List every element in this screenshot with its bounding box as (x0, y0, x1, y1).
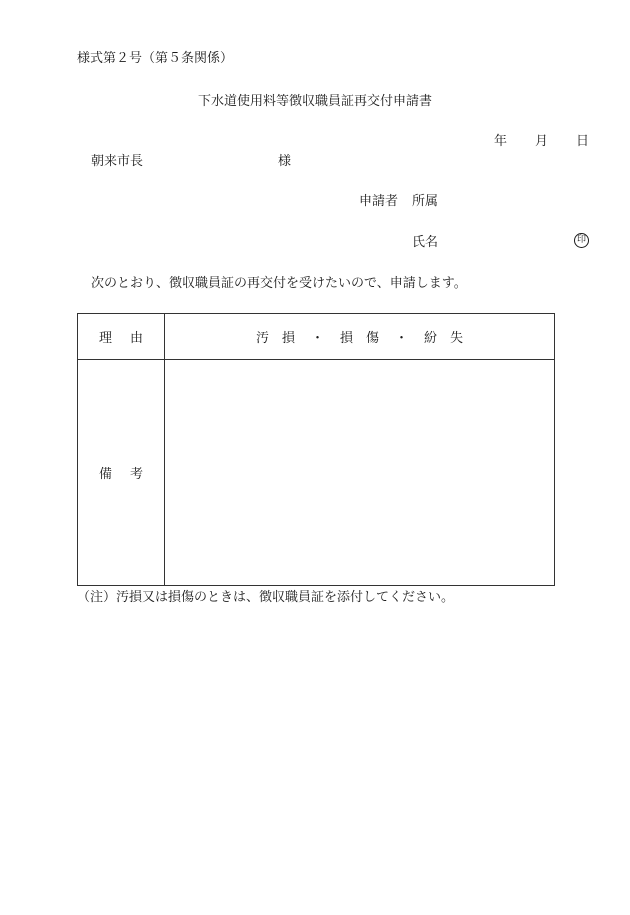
addressee-name: 朝来市長 (91, 154, 144, 169)
reason-option-soiled[interactable]: 汚 損 (255, 331, 295, 346)
reason-option-lost[interactable]: 紛 失 (424, 331, 464, 346)
reason-separator: ・ (310, 331, 324, 346)
reason-options[interactable] (165, 314, 554, 359)
affiliation-label: 所属 (412, 194, 439, 209)
footnote: （注）汚損又は損傷のときは、徴収職員証を添付してください。 (77, 590, 455, 605)
remarks-label: 備考 (98, 467, 161, 482)
date-year-label: 年 (494, 134, 508, 149)
document-title: 下水道使用料等徴収職員証再交付申請書 (197, 94, 432, 109)
reason-option-damaged[interactable]: 損 傷 (339, 331, 379, 346)
form-number: 様式第２号（第５条関係） (77, 51, 234, 66)
application-table (77, 313, 555, 586)
remarks-field[interactable] (165, 360, 554, 585)
seal-icon: 印 (574, 233, 589, 248)
date-day-label: 日 (576, 134, 590, 149)
name-label: 氏名 (412, 235, 439, 250)
reason-label: 理由 (98, 331, 161, 346)
addressee-honorific: 様 (278, 154, 292, 169)
date-month-label: 月 (535, 134, 549, 149)
applicant-label: 申請者 (359, 194, 399, 209)
reason-separator: ・ (395, 331, 409, 346)
application-statement: 次のとおり、徴収職員証の再交付を受けたいので、申請します。 (91, 276, 467, 291)
